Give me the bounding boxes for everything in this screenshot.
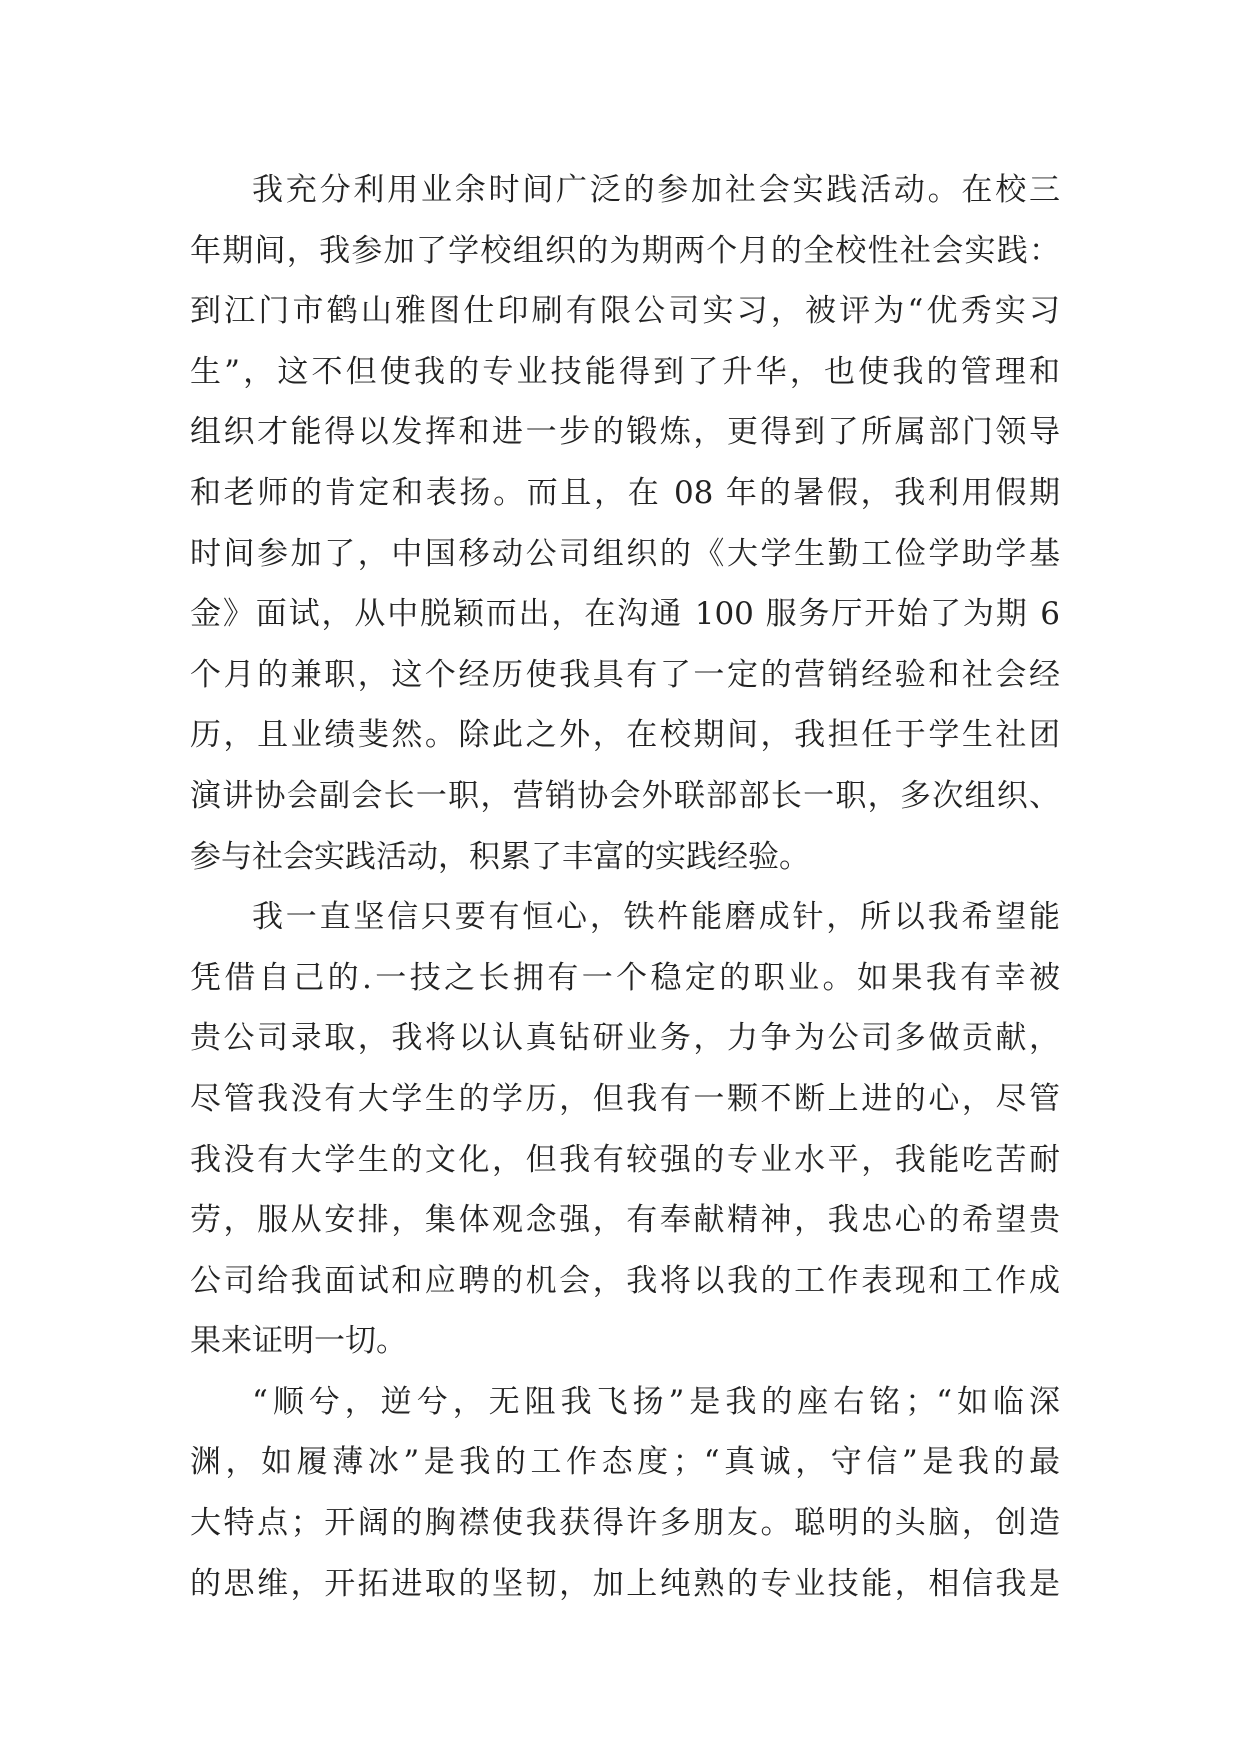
paragraph-line: 金》面试，从中脱颖而出，在沟通 100 服务厅开始了为期 6 [190, 596, 1060, 633]
paragraph-line: 我没有大学生的文化，但我有较强的专业水平，我能吃苦耐 [190, 1141, 1060, 1178]
paragraph-line: 贵公司录取，我将以认真钻研业务，力争为公司多做贡献， [190, 1020, 1060, 1057]
paragraph-line: 的思维，开拓进取的坚韧，加上纯熟的专业技能，相信我是 [190, 1565, 1060, 1602]
paragraph-2 [190, 887, 1060, 1372]
paragraph-line: 演讲协会副会长一职，营销协会外联部部长一职，多次组织、 [190, 777, 1060, 814]
paragraph-line: 尽管我没有大学生的学历，但我有一颗不断上进的心，尽管 [190, 1080, 1060, 1117]
paragraph-line: “顺兮，逆兮，无阻我飞扬”是我的座右铭；“如临深 [252, 1383, 1060, 1420]
paragraph-line: 到江门市鹤山雅图仕印刷有限公司实习，被评为“优秀实习 [190, 293, 1060, 330]
paragraph-line: 组织才能得以发挥和进一步的锻炼，更得到了所属部门领导 [190, 414, 1060, 451]
paragraph-line: 我充分利用业余时间广泛的参加社会实践活动。在校三 [252, 172, 1060, 208]
paragraph-1 [190, 160, 1060, 887]
paragraph-line: 渊，如履薄冰”是我的工作态度；“真诚，守信”是我的最 [190, 1444, 1060, 1481]
paragraph-line: 个月的兼职，这个经历使我具有了一定的营销经验和社会经 [190, 656, 1060, 693]
document-body [190, 160, 1060, 1614]
paragraph-line: 和老师的肯定和表扬。而且，在 08 年的暑假，我利用假期 [190, 474, 1060, 511]
paragraph-line: 果来证明一切。 [190, 1323, 407, 1360]
paragraph-line: 劳，服从安排，集体观念强，有奉献精神，我忠心的希望贵 [190, 1202, 1060, 1239]
paragraph-line: 生”，这不但使我的专业技能得到了升华，也使我的管理和 [190, 353, 1060, 390]
paragraph-line: 凭借自己的.一技之长拥有一个稳定的职业。如果我有幸被 [190, 959, 1060, 996]
paragraph-line: 公司给我面试和应聘的机会，我将以我的工作表现和工作成 [190, 1262, 1060, 1299]
paragraph-line: 我一直坚信只要有恒心，铁杵能磨成针，所以我希望能 [252, 899, 1060, 936]
paragraph-3 [190, 1372, 1060, 1614]
paragraph-line: 参与社会实践活动，积累了丰富的实践经验。 [190, 838, 810, 875]
paragraph-line: 时间参加了，中国移动公司组织的《大学生勤工俭学助学基 [190, 535, 1060, 572]
paragraph-line: 历，且业绩斐然。除此之外，在校期间，我担任于学生社团 [190, 717, 1060, 754]
paragraph-line: 年期间，我参加了学校组织的为期两个月的全校性社会实践： [190, 232, 1060, 269]
paragraph-line: 大特点；开阔的胸襟使我获得许多朋友。聪明的头脑，创造 [190, 1505, 1060, 1542]
